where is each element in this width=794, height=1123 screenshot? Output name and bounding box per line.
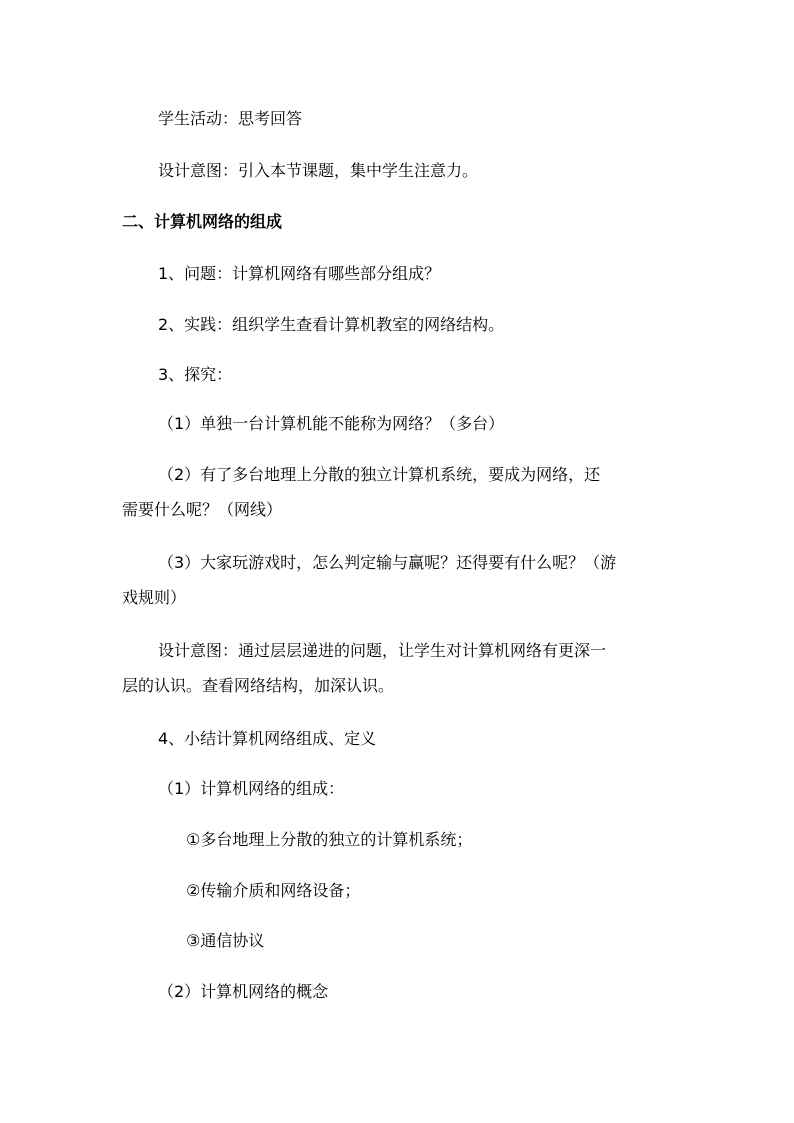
- composition-item-2: ②传输介质和网络设备；: [186, 881, 361, 900]
- practice-item: 2、实践：组织学生查看计算机教室的网络结构。: [158, 315, 505, 334]
- design-intent-text: 设计意图：引入本节课题，集中学生注意力。: [158, 161, 479, 180]
- student-activity-text: 学生活动：思考回答: [158, 109, 303, 128]
- composition-item-3: ③通信协议: [186, 931, 265, 950]
- design-intent-2-line-1: 设计意图：通过层层递进的问题，让学生对计算机网络有更深一: [158, 641, 607, 660]
- question-item: 1、问题：计算机网络有哪些部分组成？: [158, 264, 441, 283]
- explore-question-2-line-1: （2）有了多台地理上分散的独立计算机系统，要成为网络，还: [158, 465, 601, 484]
- explore-question-3-line-2: 戏规则）: [122, 588, 187, 607]
- explore-item: 3、探究：: [158, 365, 233, 384]
- design-intent-2-line-2: 层的认识。查看网络结构，加深认识。: [122, 676, 395, 695]
- concept-heading: （2）计算机网络的概念: [158, 982, 329, 1001]
- composition-item-1: ①多台地理上分散的独立的计算机系统；: [186, 830, 473, 849]
- explore-question-1: （1）单独一台计算机能不能称为网络？（多台）: [158, 414, 505, 433]
- explore-question-3-line-1: （3）大家玩游戏时，怎么判定输与赢呢？还得要有什么呢？（游: [158, 553, 617, 572]
- section-heading: 二、计算机网络的组成: [122, 212, 283, 231]
- composition-heading: （1）计算机网络的组成：: [158, 779, 345, 798]
- explore-question-2-line-2: 需要什么呢？（网线）: [122, 500, 283, 519]
- summary-item: 4、小结计算机网络组成、定义: [158, 729, 377, 748]
